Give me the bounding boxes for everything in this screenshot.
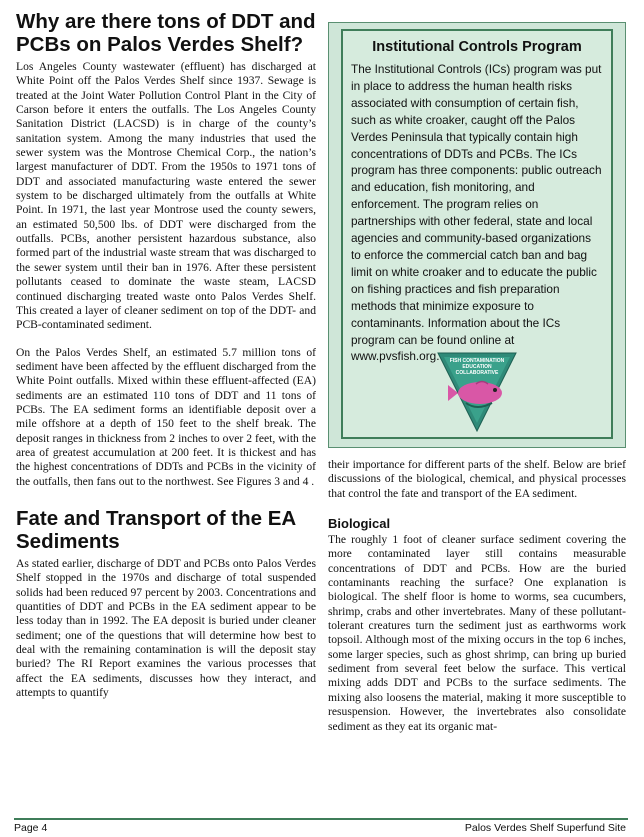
paragraph-biological: The roughly 1 foot of cleaner surface sediment covering the more contaminated layer still contains measurable concentrations of DDT and PCBs. How are the buried contaminants reaching the surface? One explanation is biological. The shelf floor is home to worms, sea cucumbers, shrimp, crabs and other invertebrates. Many of these pollutant-tolerant creatures turn the sediment just as earthworms work topsoil. Although most of the mixing occurs in the top 6 inches, some larger species, such as ghost shrimp, can bring up buried sediment from several feet below the surface. This vertical mixing adds DDT and PCBs to the surface sediments. The mixing also loosens the material, making it more susceptible to resuspension. However, the invertebrates also consolidate sediment as they eat its organic mat- [328, 533, 626, 733]
sidebar-inner-frame [341, 29, 613, 439]
right-column [328, 458, 626, 734]
paragraph-fate-transport: As stated earlier, discharge of DDT and PCBs onto Palos Verdes Shelf stopped in the 1970s and discharge of total suspended solids had been reduced 97 percent by 2003. Concentrations and quantities of DDT and PCBs in the EA sediment appear to be less today than in 1992. The EA deposit is buried under cleaner sediment; one of the questions that will determine how best to deal with the remaining contamination is will the deposit stay buried? The RI Report examines the various processes that affect the EA sediments, discusses how they interact, and attempts to quantify [16, 556, 316, 700]
left-column [16, 10, 316, 700]
heading-fate-transport: Fate and Transport of the EA Sediments [16, 506, 296, 553]
footer-site-title: Palos Verdes Shelf Superfund Site [464, 822, 626, 834]
sidebar-text: The Institutional Controls (ICs) program was put in place to address the human health risks associated with consumption of certain fish, such as white croaker, caught off the Palos Verdes Peninsula that typically contain high concentrations of DDTs and PCBs. The ICs program has three components: public outreach and education, fish monitoring, and enforcement. The program relies on partnerships with other federal, state and local agencies and community-based organizations to enforce the commercial catch ban and bag limit on white croaker and to educate the public on fishing practices and fish preparation methods that minimize exposure to contaminants. Information about the ICs program can be found online at www.pvsfish.org. [351, 62, 602, 364]
footer-rule [14, 818, 628, 820]
sidebar-title: Institutional Controls Program [372, 39, 582, 55]
sidebar-box [328, 22, 626, 448]
paragraph-ea-sediments: On the Palos Verdes Shelf, an estimated 5.7 million tons of sediment have been affected by the effluent discharged from the White Point outfalls. Mixed within these effluent-affected (EA) sediments are an estimated 110 tons of DDT and 11 tons of PCBs. The EA sediment forms an identifiable deposit over a mile offshore at a depth of 150 feet to the shelf break. The deposit ranges in thickness from 2 inches to over 2 feet, with the area of greatest accumulation at 200 feet. It is thickest and has the highest concentrations of DDTs and PCBs in the vicinity of the outfalls, then fans out to the northwest. See Figures 3 and 4 . [16, 345, 316, 488]
paragraph-wastewater-history: Los Angeles County wastewater (effluent) has discharged at White Point off the Palos Verdes Shelf since 1937. Sewage is treated at the Joint Water Pollution Control Plant in the City of Carson before it enters the outfalls. The Los Angeles County Sanitation District (LACSD) is in charge of the county’s sanitation system. Among the many industries that used the sewer system was the Montrose Chemical Corp., the nation’s largest manufacturer of DDT. From the 1950s to 1971 tons of DDT and associated manufacturing waste entered the sewer system to be discharged ultimately from the outfalls at White Point. In 1971, the last year Montrose used the county sewers, an estimated 50,500 lbs. of DDT were discharged from the outfalls. PCBs, another persistent hazardous substance, also formed part of the industrial waste stream that was discharged to the sewer system until their ban in 1976. After these persistent pollutants ceased to dominate the waste steam, LACSD continued discharging treated waste onto Palos Verdes Shelf. This created a layer of cleaner sediment on top of the DDT- and PCB-contaminated sediment. [16, 60, 316, 332]
fish-contamination-logo [436, 349, 518, 433]
logo-text-line-3: COLLABORATIVE [455, 370, 499, 376]
logo-text-line-1: FISH CONTAMINATION [449, 358, 505, 364]
paragraph-shelf-processes: their importance for different parts of the shelf. Below are brief discussions of the biological, chemical, and physical processes that control the fate and transport of the EA sediment. [328, 458, 626, 500]
page-number: Page 4 [14, 822, 48, 834]
logo-text-line-2: EDUCATION [462, 364, 492, 370]
subheading-biological: Biological [328, 516, 391, 532]
heading-ddt-pcbs: Why are there tons of DDT and PCBs on Palos Verdes Shelf? [16, 10, 316, 56]
